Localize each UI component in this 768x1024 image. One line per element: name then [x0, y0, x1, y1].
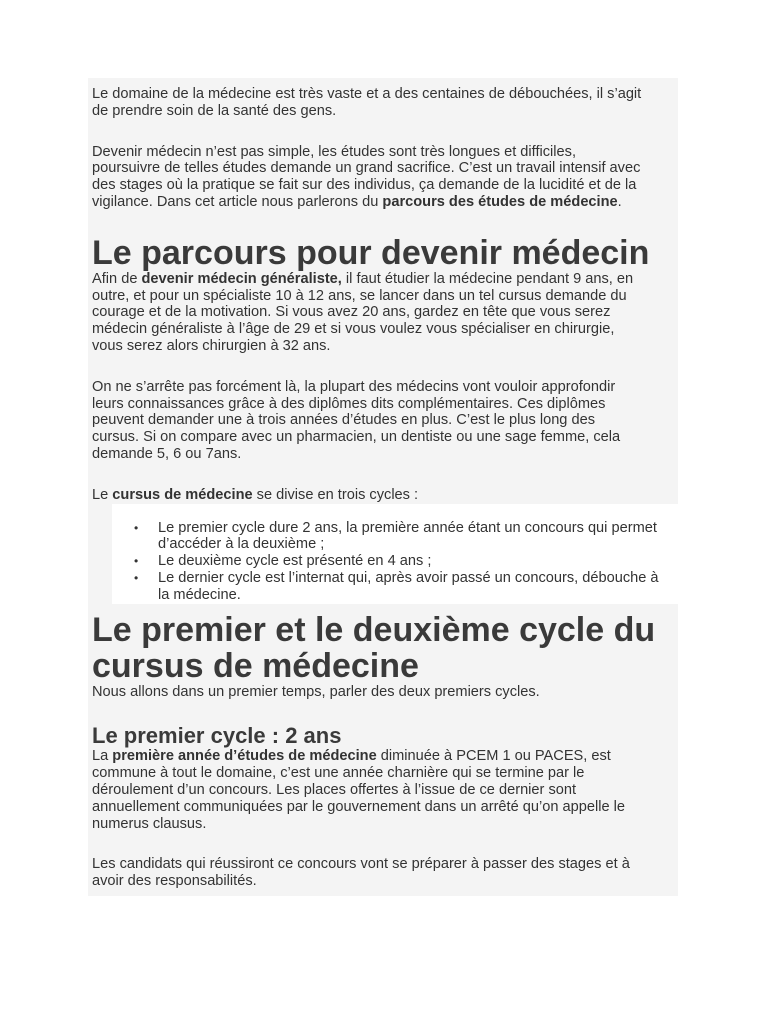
bold-text: cursus de médecine [112, 486, 253, 503]
text-span: se divise en trois cycles : [252, 486, 419, 503]
text-span: Le [92, 486, 113, 503]
cursus-intro-paragraph [92, 487, 678, 504]
candidats-paragraph: Les candidats qui réussiront ce concours vont se préparer à passer des stages et à avoir des responsabilités. [92, 856, 630, 890]
list-item: • Le premier cycle dure 2 ans, la première année étant un concours qui permet d’accéder à la deuxième ; [158, 520, 678, 554]
text-span: Afin de [92, 270, 142, 287]
heading-premier-cycle: Le premier cycle : 2 ans [92, 723, 342, 749]
bold-text: parcours des études de médecine [382, 193, 618, 210]
text-span: Devenir médecin n’est pas simple, les études sont très longues et difficiles, poursuivre de telles études demande un grand sacrifice. C’est un travail intensif avec des stages où la pratique se fait sur des individus, ça demande de la lucidité et de la vigilance. Dans cet article nous parlerons du [92, 143, 641, 210]
heading-parcours: Le parcours pour devenir médecin [92, 233, 650, 272]
text-span: La [92, 748, 113, 765]
cycles-list [112, 504, 678, 604]
devenir-medecin-paragraph [92, 144, 678, 211]
bold-text: devenir médecin généraliste, [141, 270, 342, 287]
premiere-annee-paragraph [92, 748, 678, 832]
text-span: . [617, 193, 622, 210]
diplomes-paragraph: On ne s’arrête pas forcément là, la plupart des médecins vont vouloir approfondir leurs connaissances grâce à des diplômes dits complémentaires. Ces diplômes peuvent demander une à trois années d’études en plus. C’est le plus long des cursus. Si on compare avec un pharmacien, un dentiste ou une sage femme, cela demande 5, 6 ou 7ans. [92, 378, 621, 462]
heading-cycles: Le premier et le deuxième cycle du cursus de médecine [92, 610, 656, 685]
list-item: • Le dernier cycle est l’internat qui, après avoir passé un concours, débouche à la médecine. [158, 570, 678, 604]
bold-text: première année d’études de médecine [112, 748, 377, 765]
intro-paragraph: Le domaine de la médecine est très vaste et a des centaines de débouchées, il s’agit de prendre soin de la santé des gens. [92, 86, 642, 119]
cycles-intro-paragraph: Nous allons dans un premier temps, parler des deux premiers cycles. [92, 683, 540, 700]
text-span: il faut étudier la médecine pendant 9 ans, en outre, et pour un spécialiste 10 à 12 ans, se lancer dans un tel cursus demande du courage et de la motivation. Si vous avez 20 ans, gardez en tête que vous serez médecin généraliste à l’âge de 29 et si vous voulez vous spécialiser en chirurgie, vous serez alors chirurgien à 32 ans. [92, 270, 634, 354]
text-span: diminuée à PCEM 1 ou PACES, est commune à tout le domaine, c’est une année charnière qui se termine par le déroulement d’un concours. Les places offertes à l’issue de ce dernier sont annuellement communiquées par le gouvernement dans un arrêté qu’on appelle le numerus clausus. [92, 748, 626, 832]
generaliste-paragraph [92, 271, 678, 355]
list-item: • Le deuxième cycle est présenté en 4 ans ; [158, 553, 678, 570]
article-content [88, 78, 678, 896]
